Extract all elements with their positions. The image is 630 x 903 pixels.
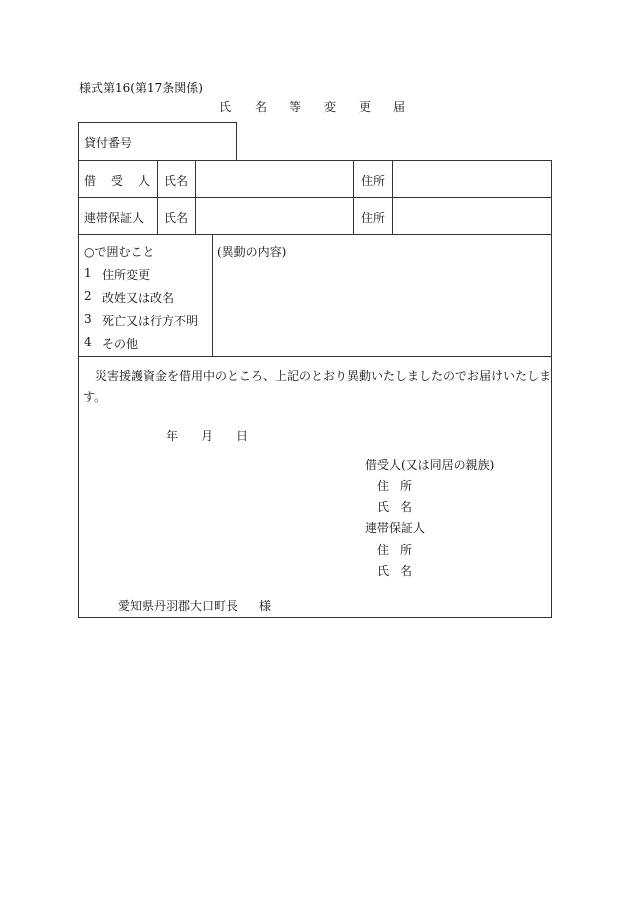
rule [78,197,551,198]
borrower-label-char: 借 [84,174,97,188]
signer2-name-char: 名 [400,564,413,578]
rule [157,160,158,234]
title-char: 変 [324,100,337,114]
title-char: 更 [359,100,372,114]
declaration-text-line2: す。 [83,390,107,404]
rule [236,122,237,160]
option-number: 1 [84,266,92,280]
rule [78,122,236,123]
signer2-name-char: 氏 [377,564,390,578]
signer1-address-char: 所 [400,479,413,493]
rule [353,160,354,234]
rule [195,160,196,234]
change-details-field[interactable] [218,262,546,350]
date-month: 月 [201,429,214,443]
rule [392,160,393,234]
circle-instruction: ○で囲むこと [84,245,155,259]
guarantor-label: 連帯保証人 [84,211,145,225]
option-text: その他 [102,337,139,351]
signer1-name-char: 氏 [377,500,390,514]
option-number: 2 [84,289,92,303]
borrower-label-char: 人 [138,174,151,188]
guarantor-address-label: 住所 [361,211,386,225]
option-number: 4 [84,335,92,349]
rule [78,617,552,618]
borrower-address-field[interactable] [398,166,546,192]
declaration-text-line1: 災害援護資金を借用中のところ、上記のとおり異動いたしましたのでお届けいたしま [95,369,552,383]
rule [212,234,213,356]
guarantor-name-label: 氏名 [164,211,189,225]
rule [78,160,551,161]
addressee-suffix: 様 [259,599,272,613]
title-char: 等 [289,100,302,114]
addressee: 愛知県丹羽郡大口町長 [118,599,239,613]
signer1-name-char: 名 [400,500,413,514]
borrower-address-label: 住所 [361,174,386,188]
signer2-address-char: 所 [400,543,413,557]
option-number: 3 [84,312,92,326]
title-char: 届 [393,100,406,114]
rule [78,234,551,235]
change-details-label: (異動の内容) [217,245,287,259]
form-number: 様式第16(第17条関係) [79,81,203,95]
guarantor-name-field[interactable] [200,203,348,229]
date-day: 日 [236,429,249,443]
signer2-address-char: 住 [377,543,390,557]
rule [551,160,552,618]
signer1-address-char: 住 [377,479,390,493]
loan-number-label: 貸付番号 [84,136,133,150]
option-text: 改姓又は改名 [102,291,175,305]
borrower-label-char: 受 [111,174,124,188]
option-text: 死亡又は行方不明 [102,314,199,328]
title-char: 名 [255,100,268,114]
signer1-title: 借受人(又は同居の親族) [365,458,495,472]
signer2-title: 連帯保証人 [365,521,426,535]
guarantor-address-field[interactable] [398,203,546,229]
borrower-name-field[interactable] [200,166,348,192]
title-char: 氏 [219,100,232,114]
borrower-name-label: 氏名 [164,174,189,188]
option-text: 住所変更 [102,268,151,282]
date-year: 年 [166,429,179,443]
loan-number-field[interactable] [150,134,230,150]
rule [78,356,551,357]
